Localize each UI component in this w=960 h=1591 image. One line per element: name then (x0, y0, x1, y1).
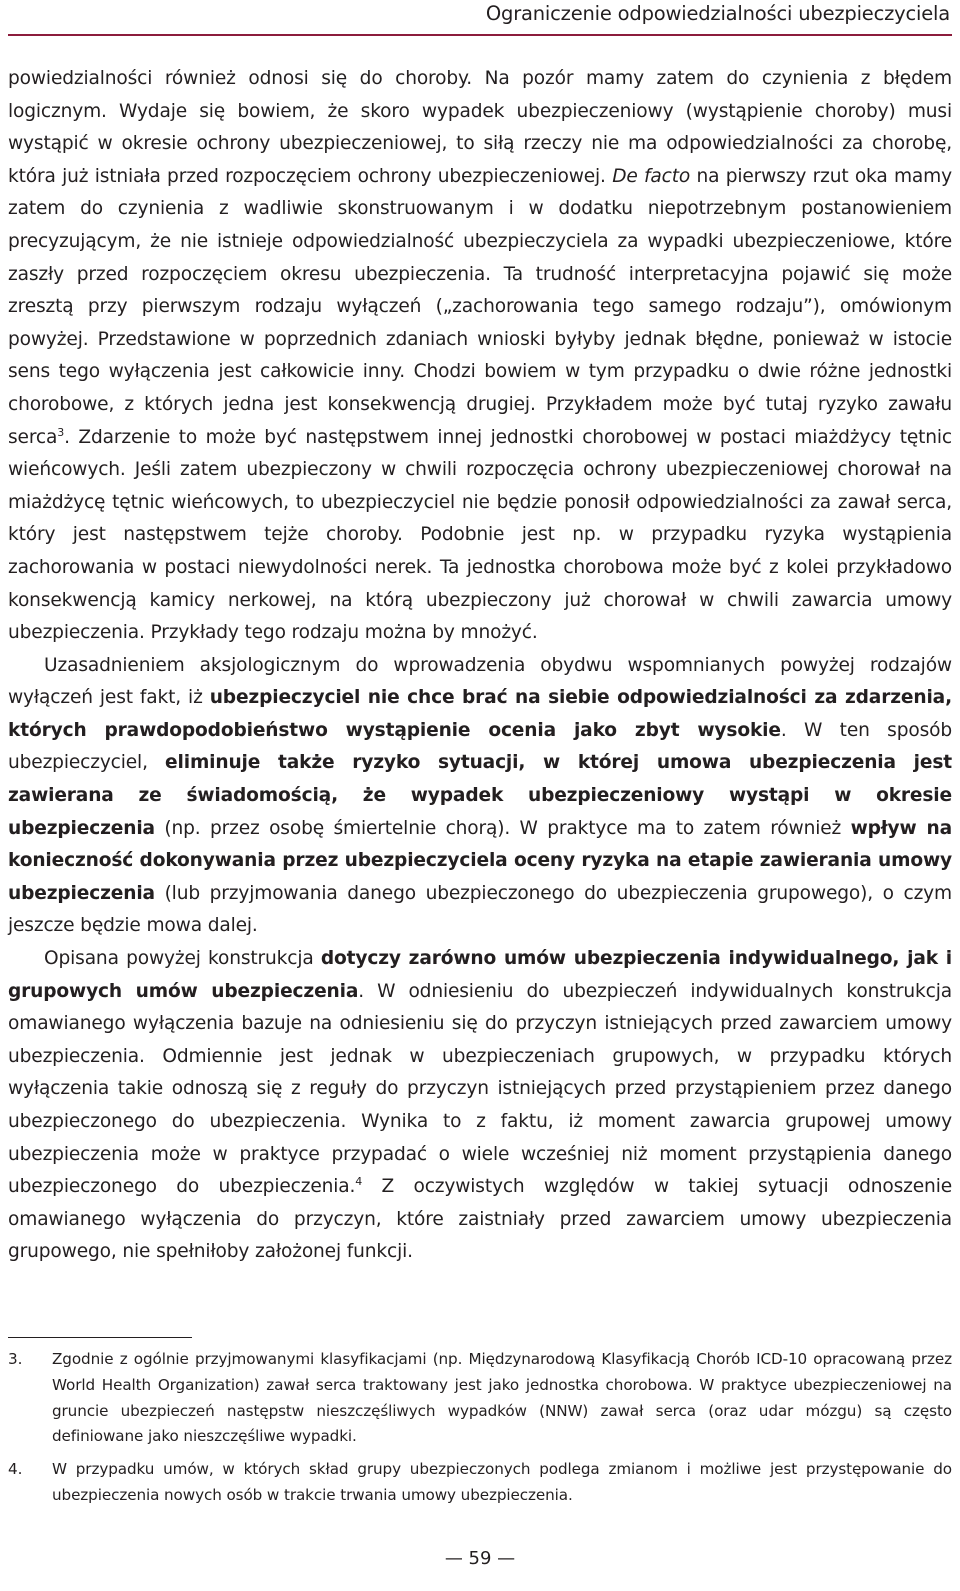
paragraph-2-text-a: Uzasadnieniem aksjologicznym do wprowadzenia obydwu wspomnianych powyżej rodzajów wyłączeń jest fakt, iż (8, 654, 952, 709)
paragraph-2 (8, 650, 952, 943)
paragraph-3-bold-a: dotyczy zarówno umów ubezpieczenia indywidualnego, jak i grupowych umów ubezpieczenia (8, 948, 952, 1002)
paragraph-3 (8, 943, 952, 1269)
paragraph-1 (8, 63, 952, 650)
running-header (8, 0, 952, 36)
footnote-text: Zgodnie z ogólnie przyjmowanymi klasyfikacjami (np. Międzynarodową Klasyfikacją Chorób ICD-10 opracowaną przez World Health Organization) zawał serca traktowany jest jako jednostka chorobowa. W praktyce ubezpieczeniowej na gruncie ubezpieczeń następstw nieszczęśliwych wypadków (NNW) zawał serca (oraz udar mózgu) są często definiowane jako nieszczęśliwe wypadki. (52, 1350, 952, 1446)
paragraph-1-text-b: na pierwszy rzut oka mamy zatem do czynienia z wadliwie skonstruowanym i w dodatku niepotrzebnym postanowieniem precyzującym, że nie istnieje odpowiedzialność ubezpieczyciela za wypadki ubezpieczeniowe, które zaszły przed rozpoczęciem okresu ubezpieczenia. Ta trudność interpretacyjna pojawić się może zresztą przy pierwszym rodzaju wyłączeń („zachorowania tego samego rodzaju”), omówionym powyżej. Przedstawione w poprzednich zdaniach wnioski byłyby jednak błędne, ponieważ w istocie sens tego wyłączenia jest całkowicie inny. Chodzi bowiem w tym przypadku o dwie różne jednostki chorobowe, z których jedna jest konsekwencją drugiej. Przykładem może być tutaj ryzyko zawału serca (8, 165, 952, 448)
paragraph-2-text-d: (lub przyjmowania danego ubezpieczonego do ubezpieczenia grupowego), o czym jeszcze będzie mowa dalej. (8, 882, 952, 937)
paragraph-2-bold-c: wpływ na konieczność dokonywania przez ubezpieczyciela oceny ryzyka na etapie zawierania umowy ubezpieczenia (8, 817, 952, 904)
paragraph-2-bold-a: ubezpieczyciel nie chce brać na siebie odpowiedzialności za zdarzenia, których prawdopodobieństwo wystąpienie ocenia jako zbyt wysokie (8, 687, 952, 741)
paragraph-3-text-c: Z oczywistych względów w takiej sytuacji odnoszenie omawianego wyłączenia do przyczyn, które zaistniały przed zawarciem umowy ubezpieczenia grupowego, nie spełniłoby założonej funkcji. (8, 1176, 952, 1263)
footnote-number: 3. (8, 1350, 23, 1368)
running-header-title: Ograniczenie odpowiedzialności ubezpieczyciela (485, 2, 950, 25)
footnote-number: 4. (8, 1460, 23, 1479)
footnote-ref-3[interactable]: 3 (57, 425, 65, 439)
paragraph-3-text-b: . W odniesieniu do ubezpieczeń indywidualnych konstrukcja omawianego wyłączenia bazuje na odniesieniu się do przyczyn istniejących przed zawarciem umowy ubezpieczenia. Odmiennie jest jednak w ubezpieczeniach grupowych, w przypadku których wyłączenia takie odnoszą się z reguły do przyczyn istniejących przed przystąpieniem przez danego ubezpieczonego do ubezpieczenia. Wynika to z faktu, iż moment zawarcia grupowej umowy ubezpieczenia może w praktyce przypadać o wiele wcześniej niż moment przystąpienia danego ubezpieczonego do ubezpieczenia. (8, 980, 952, 1198)
footnote-3 (8, 1347, 952, 1450)
paragraph-2-text-b: . W ten sposób ubezpieczyciel, (8, 719, 952, 774)
page-number-text: — 59 — (444, 1548, 516, 1569)
footnote-separator (8, 1337, 192, 1338)
main-text (8, 63, 952, 1269)
paragraph-2-bold-b: eliminuje także ryzyko sytuacji, w której umowa ubezpieczenia jest zawierana ze świadomością, że wypadek ubezpieczeniowy wystąpi w okresie ubezpieczenia (8, 752, 952, 839)
paragraph-3-text-a: Opisana powyżej konstrukcja (44, 948, 321, 970)
footnote-ref-4[interactable]: 4 (355, 1175, 363, 1189)
paragraph-2-text-c: (np. przez osobę śmiertelnie chorą). W praktyce ma to zatem również (154, 817, 851, 839)
paragraph-1-text-a: powiedzialności również odnosi się do choroby. Na pozór mamy zatem do czynienia z błędem logicznym. Wydaje się bowiem, że skoro wypadek ubezpieczeniowy (wystąpienie choroby) musi wystąpić w okresie ochrony ubezpieczeniowej, to siłą rzeczy nie ma odpowiedzialności za chorobę, która już istniała przed rozpoczęciem ochrony ubezpieczeniowej. (8, 68, 952, 187)
paragraph-1-text-c: . Zdarzenie to może być następstwem innej jednostki chorobowej w postaci miażdżycy tętnic wieńcowych. Jeśli zatem ubezpieczony w chwili rozpoczęcia ochrony ubezpieczeniowej chorował na miażdżycę tętnic wieńcowych, to ubezpieczyciel nie będzie ponosił odpowiedzialności za zawał serca, który jest następstwem tejże choroby. Podobnie jest np. w przypadku ryzyka wystąpienia zachorowania w postaci niewydolności nerek. Ta jednostka chorobowa może być z kolei przykładowo konsekwencją kamicy nerkowej, na którą ubezpieczony już chorował w chwili zawarcia umowy ubezpieczenia. Przykłady tego rodzaju można by mnożyć. (8, 426, 952, 644)
paragraph-1-italic-phrase: De facto (612, 165, 691, 187)
footnote-text: W przypadku umów, w których skład grupy ubezpieczonych podlega zmianom i możliwe jest przystępowanie do ubezpieczenia nowych osób w trakcie trwania umowy ubezpieczenia. (52, 1460, 952, 1504)
footnote-4 (8, 1457, 952, 1509)
page-number (0, 1548, 960, 1569)
footnotes (8, 1347, 952, 1516)
